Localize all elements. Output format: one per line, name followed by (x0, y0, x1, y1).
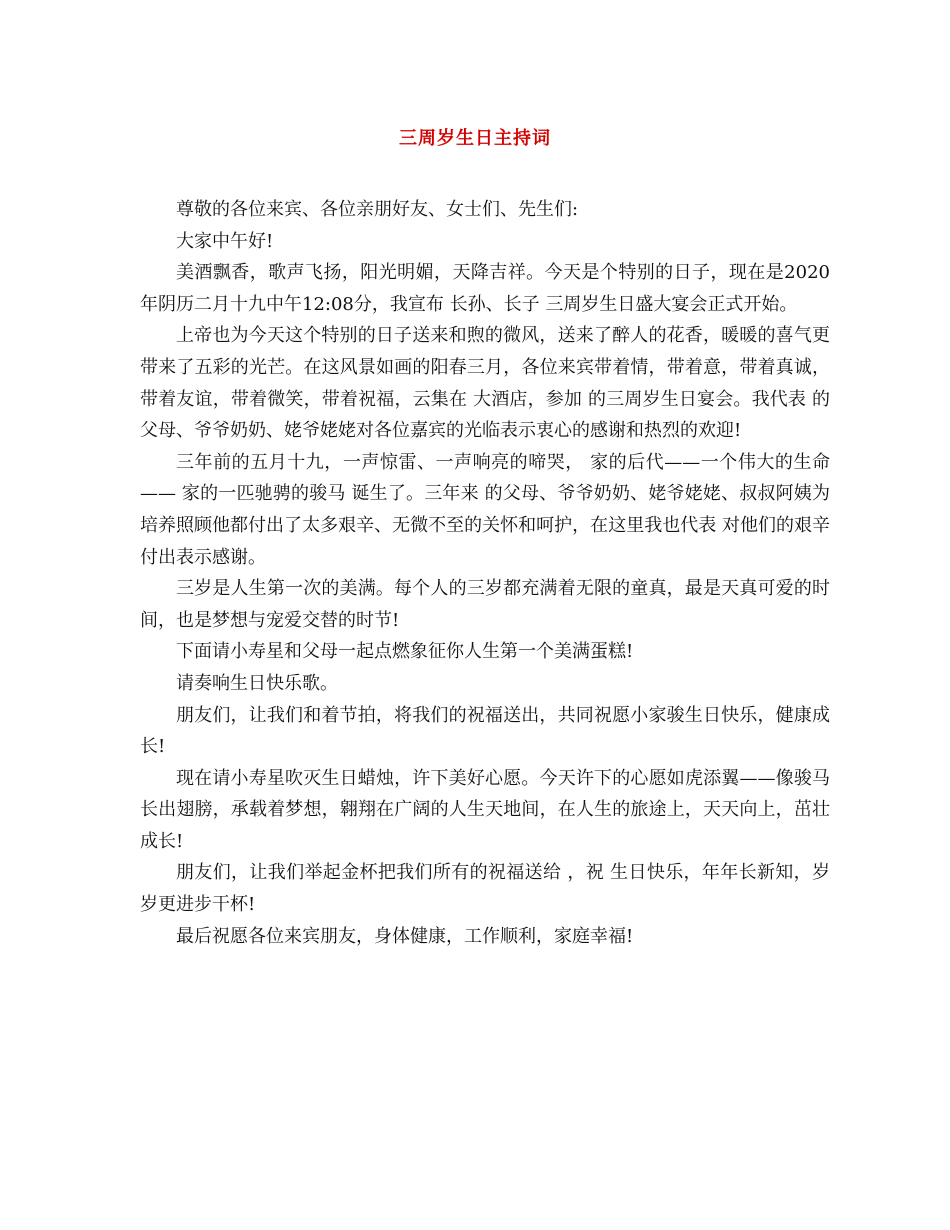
paragraph-birth: 三年前的五月十九，一声惊雷、一声响亮的啼哭， 家的后代——一个伟大的生命—— 家的一匹驰骋的骏马 诞生了。三年来 的父母、爷爷奶奶、姥爷姥姥、叔叔阿姨为培养照顾他都付出了太多艰辛、无微不至的关怀和呵护，在这里我也代表 对他们的艰辛付出表示感谢。 (140, 451, 830, 568)
paragraph-light-cake: 下面请小寿星和父母一起点燃象征你人生第一个美满蛋糕! (176, 641, 634, 663)
paragraph-blow-candles: 现在请小寿星吹灭生日蜡烛，许下美好心愿。今天许下的心愿如虎添翼——像骏马长出翅膀，承载着梦想，翱翔在广阔的人生天地间，在人生的旅途上，天天向上，茁壮成长! (140, 767, 830, 852)
document-body (140, 194, 830, 952)
document-title: 三周岁生日主持词 (399, 128, 551, 149)
paragraph-greeting: 尊敬的各位来宾、各位亲朋好友、女士们、先生们: (176, 199, 579, 220)
paragraph-birthday-song: 请奏响生日快乐歌。 (176, 672, 338, 694)
paragraph-toast: 朋友们，让我们举起金杯把我们所有的祝福送给 ，祝 生日快乐，年年长新知，岁岁更进步干杯! (140, 862, 830, 916)
paragraph-closing: 最后祝愿各位来宾朋友，身体健康，工作顺利，家庭幸福! (176, 925, 634, 947)
paragraph-wishes: 朋友们，让我们和着节拍，将我们的祝福送出，共同祝愿小家骏生日快乐，健康成长! (140, 704, 830, 758)
paragraph-third-year: 三岁是人生第一次的美满。每个人的三岁都充满着无限的童真，最是天真可爱的时间，也是梦想与宠爱交替的时节! (140, 578, 830, 631)
paragraph-good-noon: 大家中午好! (176, 230, 274, 252)
paragraph-welcome: 上帝也为今天这个特别的日子送来和煦的微风，送来了醉人的花香，暖暖的喜气更带来了五彩的光芒。在这风景如画的阳春三月，各位来宾带着情，带着意，带着真诚，带着友谊，带着微笑，带着祝福，云集在 大酒店，参加 的三周岁生日宴会。我代表 的父母、爷爷奶奶、姥爷姥姥对各位嘉宾的光临表示衷心的感谢和热烈的欢迎! (140, 325, 830, 442)
paragraph-opening: 美酒飘香，歌声飞扬，阳光明媚，天降吉祥。今天是个特别的日子，现在是2020年阴历二月十九中午12:08分，我宣布 长孙、长子 三周岁生日盛大宴会正式开始。 (140, 262, 830, 315)
